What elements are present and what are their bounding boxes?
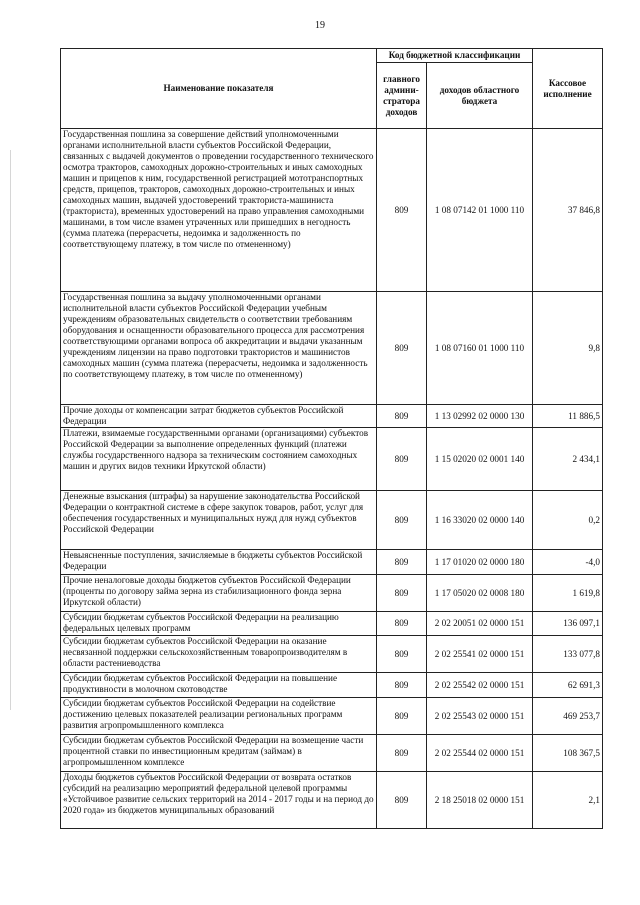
row-admin-cell: 809 (377, 129, 427, 292)
row-code-cell: 1 17 05020 02 0008 180 (427, 575, 533, 612)
row-name-cell: Субсидии бюджетам субъектов Российской Федерации на возмещение части процентной ставки по инвестиционным кредитам (займам) в агропромышленном комплексе (61, 735, 377, 772)
row-amount-cell: 37 846,8 (533, 129, 603, 292)
table-row (61, 405, 603, 428)
row-amount-cell: 62 691,3 (533, 673, 603, 698)
row-amount-cell: 2,1 (533, 772, 603, 829)
row-name-cell: Субсидии бюджетам субъектов Российской Федерации на повышение продуктивности в молочном скотоводстве (61, 673, 377, 698)
row-admin-cell: 809 (377, 575, 427, 612)
row-amount-cell: -4,0 (533, 550, 603, 575)
row-admin-cell: 809 (377, 292, 427, 405)
row-code-cell: 1 08 07142 01 1000 110 (427, 129, 533, 292)
row-admin-cell: 809 (377, 735, 427, 772)
row-code-cell: 2 02 25544 02 0000 151 (427, 735, 533, 772)
row-amount-cell: 469 253,7 (533, 698, 603, 735)
row-admin-cell: 809 (377, 636, 427, 673)
row-code-cell: 2 18 25018 02 0000 151 (427, 772, 533, 829)
row-amount-cell: 136 097,1 (533, 612, 603, 636)
table-row (61, 428, 603, 491)
table-row (61, 491, 603, 550)
row-admin-cell: 809 (377, 428, 427, 491)
row-code-cell: 1 17 01020 02 0000 180 (427, 550, 533, 575)
row-admin-cell: 809 (377, 698, 427, 735)
table-row (61, 292, 603, 405)
row-name-cell: Платежи, взимаемые государственными органами (организациями) субъектов Российской Федерации за выполнение определенных функций (платежи службы государственного надзора за техническим состоянием самоходных машин и других видов техники Иркутской области) (61, 428, 377, 491)
row-code-cell: 2 02 25543 02 0000 151 (427, 698, 533, 735)
row-code-cell: 1 15 02020 02 0001 140 (427, 428, 533, 491)
row-admin-cell: 809 (377, 772, 427, 829)
header-budget-code: Код бюджетной классификации (377, 49, 533, 63)
table-row (61, 129, 603, 292)
row-name-cell: Прочие неналоговые доходы бюджетов субъектов Российской Федерации (проценты по договору займа зерна из стабилизационного фонда зерна Иркутской области) (61, 575, 377, 612)
row-amount-cell: 2 434,1 (533, 428, 603, 491)
table-row (61, 636, 603, 673)
table-row (61, 735, 603, 772)
header-amount: Кассовое исполнение (533, 49, 603, 129)
row-code-cell: 2 02 20051 02 0000 151 (427, 612, 533, 636)
row-code-cell: 2 02 25542 02 0000 151 (427, 673, 533, 698)
row-amount-cell: 108 367,5 (533, 735, 603, 772)
table-row (61, 673, 603, 698)
row-code-cell: 2 02 25541 02 0000 151 (427, 636, 533, 673)
row-admin-cell: 809 (377, 673, 427, 698)
row-name-cell: Прочие доходы от компенсации затрат бюджетов субъектов Российской Федерации (61, 405, 377, 428)
row-name-cell: Доходы бюджетов субъектов Российской Федерации от возврата остатков субсидий на реализацию мероприятий федеральной целевой программы «Устойчивое развитие сельских территорий на 2014 - 2017 годы и на период до 2020 года» из бюджетов муниципальных образований (61, 772, 377, 829)
page-number: 19 (315, 20, 325, 31)
row-name-cell: Субсидии бюджетам субъектов Российской Федерации на содействие достижению целевых показателей реализации региональных программ развития агропромышленного комплекса (61, 698, 377, 735)
row-admin-cell: 809 (377, 612, 427, 636)
row-name-cell: Денежные взыскания (штрафы) за нарушение законодательства Российской Федерации о контрактной системе в сфере закупок товаров, работ, услуг для обеспечения государственных и муниципальных нужд для нужд субъектов Российской Федерации (61, 491, 377, 550)
row-name-cell: Субсидии бюджетам субъектов Российской Федерации на реализацию федеральных целевых программ (61, 612, 377, 636)
scan-artifact-line (10, 150, 11, 710)
table-row (61, 575, 603, 612)
row-name-cell: Невыясненные поступления, зачисляемые в бюджеты субъектов Российской Федерации (61, 550, 377, 575)
row-amount-cell: 9,8 (533, 292, 603, 405)
table-row (61, 772, 603, 829)
row-code-cell: 1 16 33020 02 0000 140 (427, 491, 533, 550)
row-amount-cell: 1 619,8 (533, 575, 603, 612)
header-admin: главного админи-стратора доходов (377, 63, 427, 129)
row-name-cell: Государственная пошлина за совершение действий уполномоченными органами исполнительной власти субъектов Российской Федерации, связанных с выдачей документов о проведении государственного технического осмотра тракторов, самоходных дорожно-строительных и иных самоходных машин и прицепов к ним, государственной регистрацией мототранспортных средств, прицепов, тракторов, самоходных дорожно-строительных и иных самоходных машин, выдачей удостоверений тракториста-машиниста (тракториста), временных удостоверений на право управления самоходными машинами, в том числе взамен утраченных или пришедших в негодность (сумма платежа (перерасчеты, недоимка и задолженность по соответствующему платежу, в том числе по отмененному) (61, 129, 377, 292)
row-admin-cell: 809 (377, 550, 427, 575)
header-code: доходов областного бюджета (427, 63, 533, 129)
row-admin-cell: 809 (377, 491, 427, 550)
table-row (61, 550, 603, 575)
row-code-cell: 1 13 02992 02 0000 130 (427, 405, 533, 428)
budget-table (60, 48, 603, 829)
row-name-cell: Субсидии бюджетам субъектов Российской Федерации на оказание несвязанной поддержки сельскохозяйственным товаропроизводителям в области растениеводства (61, 636, 377, 673)
row-amount-cell: 133 077,8 (533, 636, 603, 673)
row-amount-cell: 0,2 (533, 491, 603, 550)
row-code-cell: 1 08 07160 01 1000 110 (427, 292, 533, 405)
row-amount-cell: 11 886,5 (533, 405, 603, 428)
table-row (61, 612, 603, 636)
table-row (61, 698, 603, 735)
row-admin-cell: 809 (377, 405, 427, 428)
row-name-cell: Государственная пошлина за выдачу уполномоченными органами исполнительной власти субъектов Российской Федерации учебным учреждениям образовательных свидетельств о соответствии требованиям оборудования и оснащенности образовательного процесса для рассмотрения соответствующими органами вопроса об аккредитации и выдачи указанным учреждениям лицензии на право подготовки трактористов и машинистов самоходных машин (сумма платежа (перерасчеты, недоимка и задолженность по соответствующему платежу, в том числе по отмененному) (61, 292, 377, 405)
header-name: Наименование показателя (61, 49, 377, 129)
